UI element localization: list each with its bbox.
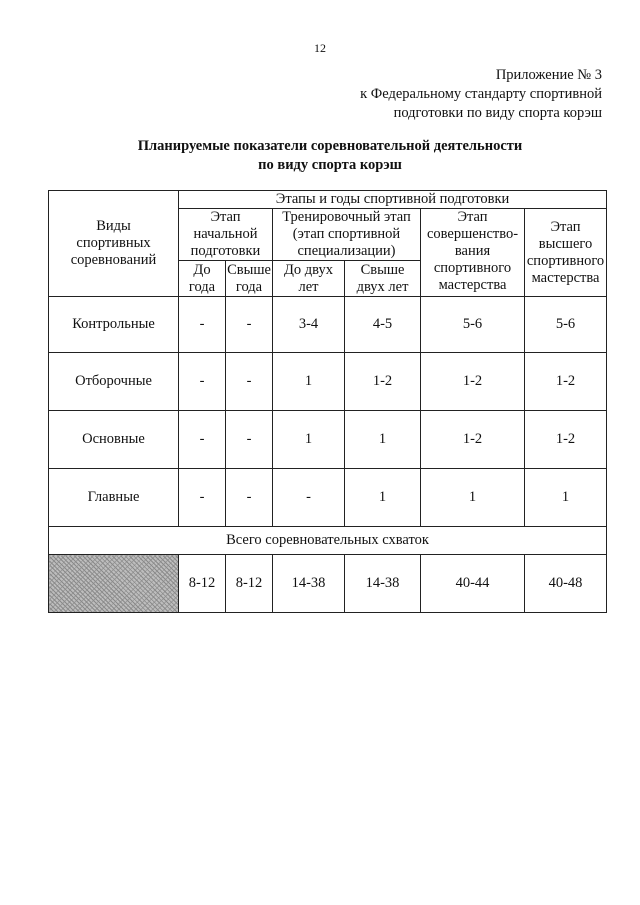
table-cell: - — [226, 411, 273, 469]
header-over-year: Свыше года — [227, 261, 271, 295]
table-cell: 5-6 — [525, 297, 607, 353]
row-label: Отборочные — [49, 353, 179, 411]
appendix-line: подготовки по виду спорта корэш — [393, 105, 602, 121]
table-cell: 1-2 — [525, 411, 607, 469]
table-row — [49, 411, 607, 469]
table-cell: - — [179, 297, 226, 353]
header-over-two-years: Свыше двух лет — [345, 261, 421, 297]
header-stage-initial: Этап начальной подготовки — [179, 209, 273, 261]
table-cell: 40-48 — [525, 555, 607, 613]
row-label: Основные — [49, 411, 179, 469]
table-cell: 1-2 — [345, 353, 421, 411]
header-kinds: Виды спортивных соревнований — [49, 191, 179, 297]
total-header: Всего соревновательных схваток — [49, 527, 607, 555]
table-cell: 1 — [345, 411, 421, 469]
hatched-cell — [49, 555, 179, 613]
header-stage-improvement: Этап совершенство- вания спортивного мастерства — [421, 209, 525, 297]
page-number: 12 — [314, 41, 326, 55]
table-cell: - — [273, 469, 345, 527]
totals-row — [49, 555, 607, 613]
appendix-note — [360, 66, 602, 123]
table-cell: 8-12 — [226, 555, 273, 613]
header-upto-year: До года — [179, 261, 226, 297]
table-cell: 1-2 — [525, 353, 607, 411]
table-cell: 8-12 — [179, 555, 226, 613]
competition-table — [48, 190, 607, 613]
table-cell: 40-44 — [421, 555, 525, 613]
table-cell: 1 — [345, 469, 421, 527]
table-cell: 1 — [273, 411, 345, 469]
table-cell: 1-2 — [421, 411, 525, 469]
table-cell: 4-5 — [345, 297, 421, 353]
row-label: Контрольные — [49, 297, 179, 353]
table-cell: - — [179, 469, 226, 527]
table-cell: 5-6 — [421, 297, 525, 353]
table-row — [49, 353, 607, 411]
header-stage-training: Тренировочный этап (этап спортивной специализации) — [273, 209, 421, 261]
appendix-line: Приложение № 3 — [495, 67, 602, 83]
table-cell: 3-4 — [273, 297, 345, 353]
table-cell: - — [226, 353, 273, 411]
table-cell: 1 — [273, 353, 345, 411]
document-title — [0, 137, 640, 175]
table-cell: - — [179, 353, 226, 411]
header-stages: Этапы и годы спортивной подготовки — [179, 191, 607, 209]
header-upto-two-years: До двух лет — [273, 261, 345, 297]
title-line: по виду спорта корэш — [258, 157, 402, 173]
table-cell: 1 — [525, 469, 607, 527]
table-cell: - — [179, 411, 226, 469]
row-label: Главные — [49, 469, 179, 527]
table-row — [49, 469, 607, 527]
table-cell: - — [226, 297, 273, 353]
table-cell: 14-38 — [273, 555, 345, 613]
header-stage-higher: Этап высшего спортивного мастерства — [525, 209, 607, 297]
table-row — [49, 297, 607, 353]
table-cell: 1 — [421, 469, 525, 527]
table-cell: 14-38 — [345, 555, 421, 613]
table-cell: - — [226, 469, 273, 527]
table-cell: 1-2 — [421, 353, 525, 411]
appendix-line: к Федеральному стандарту спортивной — [360, 86, 602, 102]
title-line: Планируемые показатели соревновательной деятельности — [137, 138, 523, 154]
